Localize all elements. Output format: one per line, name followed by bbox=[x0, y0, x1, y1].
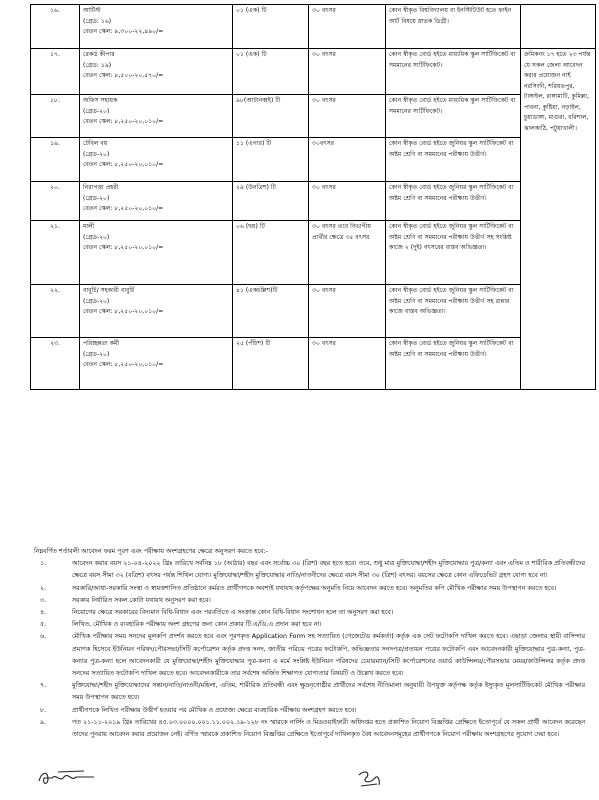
signature-left bbox=[36, 766, 98, 790]
post-scale: বেতন স্কেল: ৮,২৫০-২০,০১০/= bbox=[83, 205, 164, 212]
age-cell: ৩০ বৎসর bbox=[309, 5, 386, 49]
serial-cell: ১৭. bbox=[31, 49, 80, 95]
age-cell: ৩০ বৎসর তবে বিভাগীয় প্রার্থীর ক্ষেত্রে ৩৫ বৎসর bbox=[309, 221, 386, 285]
quantity-cell: ২৫ (পঁচিশ) টি bbox=[233, 338, 309, 390]
condition-text: লিখিত, মৌখিক ও ব্যবহারিক পরীক্ষায় অংশ গ্রহণের জন্য কোন প্রকার টি.এ/ডি.এ প্রদান করা হবে না। bbox=[72, 621, 322, 629]
condition-text: প্রার্থীগণকে লিখিত পরীক্ষায় উত্তীর্ণ হওয়ার পর মৌখিক ও প্রযোজ্য ক্ষেত্রে ব্যবহারিক পরীক্ষায় অংশগ্রহণ করতে হবে। bbox=[72, 706, 357, 714]
quantity-cell: ২৯ (উনত্রিশ) টি bbox=[233, 182, 309, 221]
condition-text: আবেদন করার বয়স ২১-০৪-২০২২ খ্রিঃ তারিখে সর্বনিম্ন ১৮ (আঠার) বছর এবং সর্বোচ্চ ৩০ (ত্রিশ) বছর হতে হবে। তবে, শুধু মাত্র মুক্তিযোদ্ধা/শহীদ মুক্তিযোদ্ধার পুত্র/কন্যা এবং এতিম ও শারীরিক প্রতিবন্ধীদের ক্ষেত্রে বয়স সীমা ৩২ (বত্রিশ) বৎসর পর্যন্ত শিথিল যোগ্য। মুক্তিযোদ্ধা/শহীদ মুক্তিযোদ্ধার নাতি/নাতনীদের ক্ষেত্রে বয়স সীমা ৩০ (ত্রিশ) বৎসর। বয়সের ক্ষেত্রে কোন এফিডেভিট গ্রহণ যোগ্য হবে না। bbox=[72, 560, 585, 580]
qualification-cell: কোন স্বীকৃত বোর্ড হইতে জুনিয়র স্কুল সার্টিফিকেট বা অষ্টম শ্রেণি বা সমমানের পরীক্ষায় উত্তীর্ণ। bbox=[386, 338, 521, 390]
condition-text: গত ২১-১১-২০১৯ খ্রিঃ তারিখের ৪৫.০৩.০০০০.০০১.১১.০০২.১৯-১২৮ নং স্মারকে নার্সিং ও মিডওয়াইফারী অধিদপ্তর হতে প্রকাশিত নিয়োগ বিজ্ঞপ্তির প্রেক্ষিতে ইতোপূর্বে যে সকল প্রার্থী আবেদন করেছেন তাদের পুনরায় আবেদন করার প্রয়োজন নেই। বর্ণিত স্মারকে প্রকাশিত নিয়োগ বিজ্ঞপ্তির প্রেক্ষিতে ইতোপূর্বে দাখিলকৃত বৈধ আবেদনসমূহের প্রার্থীগণকে নিয়োগ পরীক্ষায় অংশগ্রহণের সুযোগ দেয়া হবে। bbox=[72, 718, 585, 739]
table-row bbox=[31, 49, 596, 95]
qualification-cell: কোন স্বীকৃত বোর্ড হইতে জুনিয়র স্কুল সার্টিফিকেট বা অষ্টম শ্রেণি বা সমমানের পরীক্ষায় উত্তীর্ণ সহ রান্নার কাজে বাস্তব অভিজ্ঞতা। bbox=[386, 285, 521, 338]
condition-text: মুক্তিযোদ্ধা/শহীদ মুক্তিযোদ্ধাদের সন্তান/নাতি/নাতনী/মহিলা, এতিম, শারীরিক প্রতিবন্ধী এবং ক্ষুদ্রনৃগোষ্ঠীর প্রার্থীদের সর্বশেষ নীতিমালা অনুযায়ী উপযুক্ত কর্তৃপক্ষ কর্তৃক ইস্যুকৃত মূলসার্টিফিকেট মৌখিক পরীক্ষার সময় উপস্থাপন করতে হবে। bbox=[72, 682, 585, 702]
post-cell bbox=[80, 49, 233, 95]
post-cell bbox=[80, 138, 233, 182]
post-name: মালী bbox=[83, 223, 95, 230]
condition-number: ৭. bbox=[40, 682, 47, 690]
post-grade: (গ্রেড-২০) bbox=[83, 194, 110, 202]
conditions-section bbox=[30, 546, 585, 741]
district-note-cell bbox=[521, 5, 596, 49]
condition-item bbox=[30, 595, 585, 607]
post-scale: বেতন স্কেল: ৮,২৫০-২০,০১০/= bbox=[83, 161, 164, 168]
post-grade: (গ্রেড-২০) bbox=[83, 150, 110, 158]
post-cell bbox=[80, 285, 233, 338]
table-row bbox=[31, 95, 596, 138]
qualification-cell: কোন স্বীকৃত বোর্ড হইতে জুনিয়র স্কুল সার্টিফিকেট বা অষ্টম শ্রেণি বা সমমানের পরীক্ষায় উত্তীর্ণ সহ সংশ্লিষ্ট কাজে ২ (দুই) বৎসরের বাস্তব অভিজ্ঞতা। bbox=[386, 221, 521, 285]
serial-cell: ২৩. bbox=[31, 338, 80, 390]
post-scale: বেতন স্কেল: ৮,২৫০-২০,০১০/= bbox=[83, 244, 164, 251]
post-scale: বেতন স্কেল: ৮,৫০০-২০,৫৭০/= bbox=[83, 72, 164, 79]
age-cell: ৩০ বৎসর bbox=[309, 95, 386, 138]
age-cell: ৩০ বৎসর bbox=[309, 182, 386, 221]
age-cell: ৩০ বৎসর bbox=[309, 49, 386, 95]
post-scale: বেতন স্কেল: ৯,৩০০-২২,৪৯০/= bbox=[83, 28, 164, 35]
post-grade: (গ্রেড-২০) bbox=[83, 297, 110, 305]
condition-item bbox=[30, 607, 585, 619]
condition-item bbox=[30, 717, 585, 741]
post-name: পরিচ্ছন্নতা কর্মী bbox=[83, 340, 120, 347]
quantity-cell: ১১ (এগার) টি bbox=[233, 138, 309, 182]
post-cell bbox=[80, 5, 233, 49]
table-row bbox=[31, 285, 596, 338]
table-row bbox=[31, 182, 596, 221]
quantity-cell: ০১ (এক) টি bbox=[233, 49, 309, 95]
condition-number: ৯. bbox=[40, 718, 47, 726]
post-name: টেবিল বয় bbox=[83, 140, 108, 147]
condition-text: সরকারি/আধা-সরকারি সংস্থা ও স্বায়ত্তশাসিত প্রতিষ্ঠানে কর্মরত প্রার্থীগণকে অবশ্যই যথাযথ কর্তৃপক্ষের অনুমতি নিয়ে আবেদন করতে হবে। অনুমতির কপি মৌখিক পরীক্ষার সময় উপস্থাপন করতে হবে। bbox=[72, 584, 557, 592]
condition-number: ২. bbox=[40, 584, 47, 592]
table-row bbox=[31, 138, 596, 182]
serial-cell: ২০. bbox=[31, 182, 80, 221]
post-grade: (গ্রেড-২০) bbox=[83, 233, 110, 241]
table-row bbox=[31, 338, 596, 390]
post-scale: বেতন স্কেল: ৮,২৫০-২০,০১০/= bbox=[83, 361, 164, 368]
serial-cell: ১৯. bbox=[31, 138, 80, 182]
condition-number: ৩. bbox=[40, 596, 47, 604]
post-name: বাবুর্চি/ সহকারী বাবুর্চি bbox=[83, 287, 135, 294]
serial-cell: ২২. bbox=[31, 285, 80, 338]
post-cell bbox=[80, 95, 233, 138]
table-row bbox=[31, 5, 596, 49]
condition-item bbox=[30, 583, 585, 595]
condition-number: ৫. bbox=[40, 621, 47, 629]
qualification-cell: কোন স্বীকৃত বোর্ড হইতে মাধ্যমিক স্কুল সার্টিফিকেট বা সমমানের সার্টিফিকেট। bbox=[386, 49, 521, 95]
condition-number: ৮. bbox=[40, 706, 47, 714]
post-scale: বেতন স্কেল: ৮,২৫০-২০,০১০/= bbox=[83, 118, 164, 125]
qualification-cell: কোন স্বীকৃত বোর্ড হইতে জুনিয়র স্কুল সার্টিফিকেট বা অষ্টম শ্রেণি বা সমমানের পরীক্ষায় উত্তীর্ণ। bbox=[386, 182, 521, 221]
age-cell: ৩০বৎসর bbox=[309, 138, 386, 182]
condition-text: নিয়োগের ক্ষেত্রে সরকারের বিদ্যমান বিধি-বিধান এবং পরবর্তিতে এ সংক্রান্ত কোন বিধি-বিধান সংশোধন হলে তা অনুসরণ করা হবে। bbox=[72, 609, 393, 617]
qualification-cell: কোন স্বীকৃত বিশ্ববিদ্যালয় বা ইনস্টিটিউট হতে ফাইন আর্ট বিষয়ে স্নাতক ডিগ্রী। bbox=[386, 5, 521, 49]
condition-number: ৪. bbox=[40, 609, 47, 617]
qualification-cell: কোন স্বীকৃত বোর্ড হইতে মাধ্যমিক স্কুল সার্টিফিকেট বা সমমানের সার্টিফিকেট। bbox=[386, 95, 521, 138]
quantity-cell: ৯৮(আটানব্বই) টি bbox=[233, 95, 309, 138]
table-row bbox=[31, 221, 596, 285]
post-grade: (গ্রেড-২০) bbox=[83, 107, 110, 115]
condition-item bbox=[30, 680, 585, 704]
condition-item bbox=[30, 631, 585, 680]
quantity-cell: ০১ (এক) টি bbox=[233, 5, 309, 49]
post-grade: (গ্রেড: ১৬) bbox=[83, 17, 112, 25]
age-cell: ৩০ বৎসর bbox=[309, 285, 386, 338]
condition-item bbox=[30, 619, 585, 631]
serial-cell: ১৬. bbox=[31, 5, 80, 49]
condition-number: ৬. bbox=[40, 633, 47, 641]
post-name: অফিস সহায়ক bbox=[83, 97, 118, 104]
post-cell bbox=[80, 338, 233, 390]
conditions-intro: নিম্নবর্ণিত শর্তাবলী আবেদন ফরম পূরণ এবং পরীক্ষায় অংশগ্রহণের ক্ষেত্রে অনুসরণ করতে হবে:- bbox=[34, 548, 268, 555]
signature-right bbox=[355, 766, 383, 790]
quantity-cell: ৪১ (একচল্লিশ)টি bbox=[233, 285, 309, 338]
condition-text: সরকার নির্ধারিত সকল কোটা যথাযথ অনুসরণ করা হবে। bbox=[72, 596, 211, 604]
post-cell bbox=[80, 182, 233, 221]
post-grade: (গ্রেড-২০) bbox=[83, 350, 110, 358]
post-name: নিরাপত্তা প্রহরী bbox=[83, 184, 119, 191]
condition-text: মৌখিক পরীক্ষার সময় সনদের মূলকপি প্রদর্শন করতে হবে এবং পূরণকৃত Application Form সহ সত্যায়িত (গেজেটেড কর্মকর্তা) কর্তৃক এক সেট ফটোকপি দাখিল করতে হবে। এছাড়া জেলার স্থায়ী বাসিন্দার প্রমাণক হিসেবে ইউনিয়ন পরিষদ/পৌরসভা/সিটি কর্পোরেশন কর্তৃক প্রদত্ত সনদ, জাতীয় পরিচয় পত্রের ফটোকপি, অভিজ্ঞতার সনদপত্র/প্রত্যয়ন পত্রের ফটোকপি এবং আবেদনকারী মুক্তিযোদ্ধার পুত্র-কন্যা, পুত্র-কন্যার পুত্র-কন্যা হলে আবেদনকারী যে মুক্তিযোদ্ধা/শহীদ মুক্তিযোদ্ধার পুত্র-কন্যা এ মর্মে সংশ্লিষ্ট ইউনিয়ন পরিষদের চেয়ারম্যান/সিটি কর্পোরেশনের ওয়ার্ড কাউন্সিলর/পৌরসভার মেয়র/কাউন্সিলর কর্তৃক প্রদত্ত সনদের সত্যায়িত ফটোকপি দাখিল করতে হবে। আবেদনকারীকে তার সর্বশেষ অর্জিত শিক্ষাগত যোগ্যতার বিষয়টি ও উল্লেখ করতে হবে। bbox=[72, 633, 585, 678]
serial-cell: ১৮. bbox=[31, 95, 80, 138]
qualification-cell: কোন স্বীকৃত বোর্ড হইতে জুনিয়র স্কুল সার্টিফিকেট বা অষ্টম শ্রেণি বা সমমানের পরীক্ষায় উত্তীর্ণ। bbox=[386, 138, 521, 182]
condition-item bbox=[30, 705, 585, 717]
post-name: রেকর্ড কীপার bbox=[83, 51, 115, 58]
condition-item bbox=[30, 558, 585, 582]
post-cell bbox=[80, 221, 233, 285]
condition-number: ১. bbox=[40, 560, 47, 568]
post-name: আর্টিস্ট bbox=[83, 7, 101, 14]
post-grade: (গ্রেড: ১৯) bbox=[83, 61, 112, 69]
age-cell: ৩০ বৎসর bbox=[309, 338, 386, 390]
serial-cell: ২১. bbox=[31, 221, 80, 285]
district-note-cell: ক্রমিকনং ১৭ হতে ২৩ পর্যন্ত যে সকল জেলা আবেদন করার প্রয়োজন নাই নরসিংদী, শরিয়তপুর, টাঙ্গাইল, রাঙ্গামাটি, কুমিল্লা, পাবনা, কুষ্টিয়া, নড়াইল, চুয়াডাঙ্গা, মাগুরা, বরিশাল, ঝালকাঠি, পটুয়াখালী। bbox=[521, 49, 596, 390]
post-scale: বেতন স্কেল: ৮,২৫০-২০,০১০/= bbox=[83, 308, 164, 315]
quantity-cell: ০৬ (ছয়) টি bbox=[233, 221, 309, 285]
posts-table bbox=[30, 4, 596, 390]
